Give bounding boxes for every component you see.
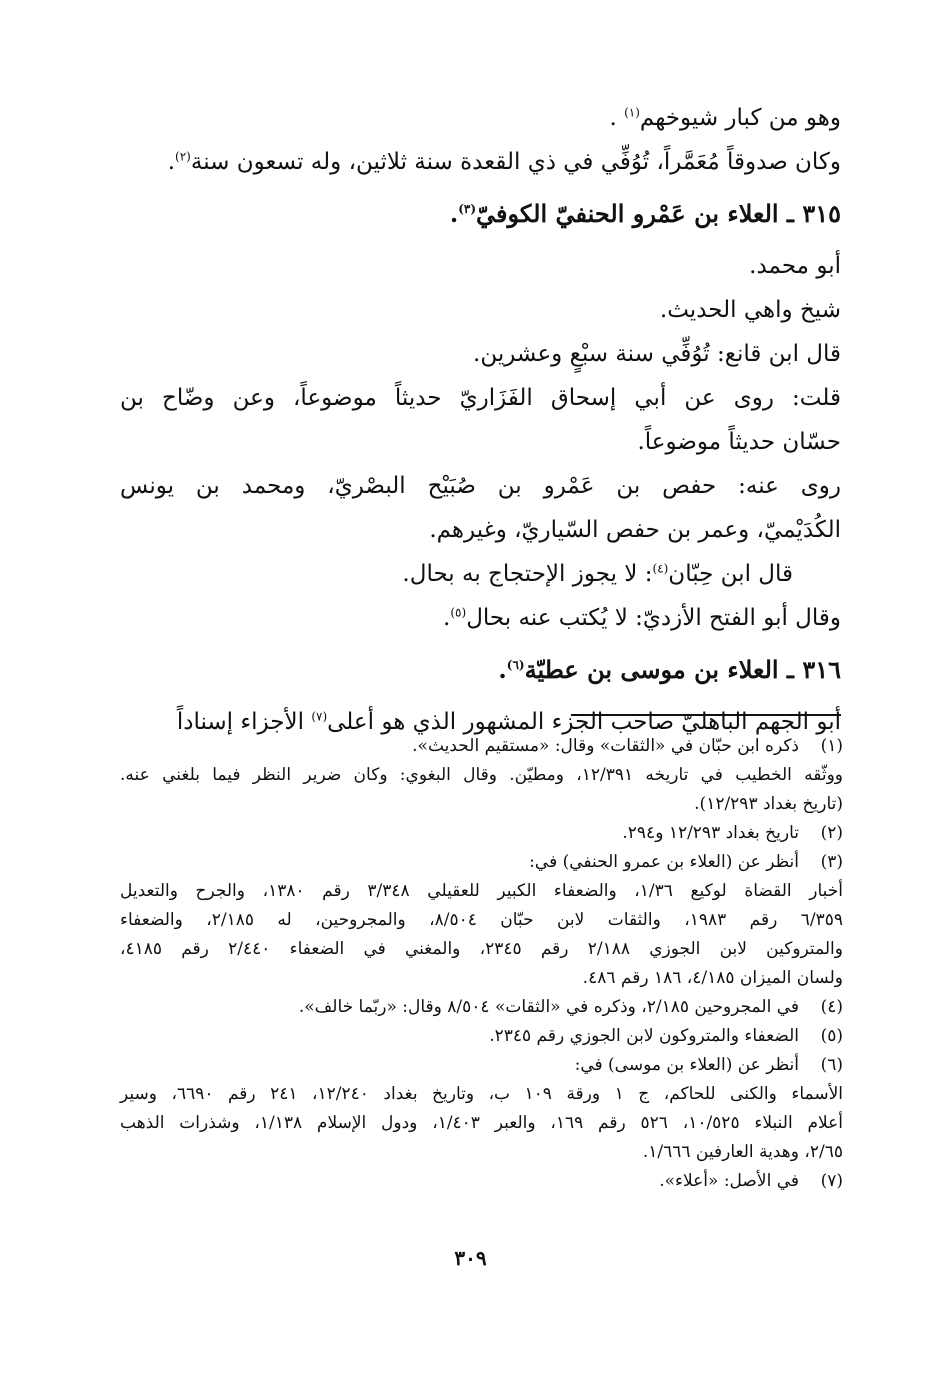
footnote-text: الضعفاء والمتروكون لابن الجوزي رقم ٢٣٤٥. bbox=[489, 1026, 799, 1046]
footnote-number: (٧) bbox=[820, 1171, 843, 1191]
footnote-continuation bbox=[120, 1109, 843, 1138]
footnote-marker: (٢) bbox=[175, 149, 191, 164]
footnote-number: (٥) bbox=[820, 1026, 843, 1046]
footnote-text: ٦/٣٥٩ رقم ١٩٨٣، والثقات لابن حبّان ٨/٥٠٤، والمجروحين، له ٢/١٨٥، والضعفاء bbox=[120, 910, 843, 930]
footnote-continuation bbox=[120, 790, 843, 819]
footnote-text: ولسان الميزان ٤/١٨٥، ١٨٦ رقم ٤٨٦. bbox=[582, 968, 843, 988]
text-line: وهو من كبار شيوخهم$^{(١)}$ . bbox=[609, 105, 841, 131]
footnote-text: (تاريخ بغداد ١٢/٢٩٣). bbox=[694, 794, 843, 814]
main-text bbox=[120, 96, 841, 744]
text-line: وقال أبو الفتح الأزديّ: لا يُكتب عنه بحال$^{(٥)}$. bbox=[443, 605, 841, 631]
footnote-marker: (٥) bbox=[450, 605, 467, 620]
text-line: أبو الجهم الباهليّ صاحب الجزء المشهور الذي هو أعلى$^{(٧)}$ الأجزاء إسناداً bbox=[176, 709, 841, 735]
footnote-number: (٤) bbox=[820, 997, 843, 1017]
footnote-number: (٢) bbox=[820, 823, 843, 843]
footnote-number: (١) bbox=[820, 736, 843, 756]
footnote-continuation bbox=[120, 964, 843, 993]
footnote bbox=[120, 1051, 843, 1080]
footnote bbox=[120, 732, 843, 761]
footnote-text: أنظر عن (العلاء بن عمرو الحنفي) في: bbox=[529, 852, 799, 872]
text-line: وكان صدوقاً مُعَمَّراً، تُوُفِّي في ذي القعدة سنة ثلاثين، وله تسعون سنة$^{(٢)}$. bbox=[167, 149, 841, 175]
footnote bbox=[120, 1167, 843, 1196]
footnote-continuation bbox=[120, 906, 843, 935]
text-line: الكُدَيْميّ، وعمر بن حفص السّياريّ، وغيرهم. bbox=[429, 517, 841, 543]
footnote-text: ووثّقه الخطيب في تاريخه ١٢/٣٩١، ومطيّن. وقال البغوي: وكان ضرير النظر فيما بلغني عنه. bbox=[120, 765, 843, 785]
footnote-text: تاريخ بغداد ١٢/٢٩٣ و٢٩٤. bbox=[622, 823, 799, 843]
footnote-marker: (٧) bbox=[311, 709, 328, 724]
footnote-text: في المجروحين ٢/١٨٥، وذكره في «الثقات» ٨/٥٠٤ وقال: «ربّما خالف». bbox=[298, 997, 799, 1017]
footnote-divider bbox=[571, 714, 841, 716]
footnote-continuation bbox=[120, 1080, 843, 1109]
text-line: قلت: روى عن أبي إسحاق الفَزَاريّ حديثاً موضوعاً، وعن وضّاح بن bbox=[120, 385, 841, 411]
footnote-marker: (٣) bbox=[458, 202, 477, 216]
footnote-marker: (٦) bbox=[506, 658, 525, 672]
footnote bbox=[120, 848, 843, 877]
footnote-text: والمتروكين لابن الجوزي ٢/١٨٨ رقم ٢٣٤٥، والمغني في الضعفاء ٢/٤٤٠ رقم ٤١٨٥، bbox=[120, 939, 843, 959]
entry-heading: ٣١٥ ـ العلاء بن عَمْرو الحنفيّ الكوفيّ$^{(٣)}$. bbox=[449, 199, 841, 228]
footnote-continuation bbox=[120, 877, 843, 906]
footnote-text: الأسماء والكنى للحاكم، ج ١ ورقة ١٠٩ ب، وتاريخ بغداد ١٢/٢٤٠، ٢٤١ رقم ٦٦٩٠، وسير bbox=[120, 1084, 844, 1104]
text-line: قال ابن قانع: تُوُفِّي سنة سبْعٍ وعشرين. bbox=[473, 341, 841, 367]
footnote-marker: (٤) bbox=[652, 561, 669, 576]
footnote-marker: (١) bbox=[624, 105, 640, 120]
text-line: أبو محمد. bbox=[749, 253, 841, 279]
footnote-continuation bbox=[120, 1138, 843, 1167]
footnote-text: في الأصل: «أعلاء». bbox=[659, 1171, 799, 1191]
footnote bbox=[120, 819, 843, 848]
footnote-text: أخبار القضاة لوكيع ١/٣٦، والضعفاء الكبير للعقيلي ٣/٣٤٨ رقم ١٣٨٠، والجرح والتعديل bbox=[120, 881, 843, 901]
text-line: شيخ واهي الحديث. bbox=[659, 297, 841, 323]
page-number: ٣٠٩ bbox=[454, 1246, 487, 1270]
footnote-continuation bbox=[120, 935, 843, 964]
text-line: روى عنه: حفص بن عَمْرو بن صُبَيْح البصْريّ، ومحمد بن يونس bbox=[120, 473, 841, 499]
text-line: حسّان حديثاً موضوعاً. bbox=[637, 429, 841, 455]
footnote-text: ذكره ابن حبّان في «الثقات» وقال: «مستقيم الحديث». bbox=[412, 736, 799, 756]
footnote bbox=[120, 1022, 843, 1051]
footnote-text: أنظر عن (العلاء بن موسى) في: bbox=[574, 1055, 799, 1075]
entry-heading: ٣١٦ ـ العلاء بن موسى بن عطيّة$^{(٦)}$. bbox=[498, 655, 841, 684]
footnote-text: ٢/٦٥، وهدية العارفين ١/٦٦٦. bbox=[642, 1142, 843, 1162]
text-line: قال ابن حِبّان$^{(٤)}$: لا يجوز الإحتجاج به بحال. bbox=[402, 561, 793, 587]
footnote-number: (٣) bbox=[820, 852, 843, 872]
footnote-continuation bbox=[120, 761, 843, 790]
footnotes bbox=[120, 732, 843, 1196]
footnote bbox=[120, 993, 843, 1022]
footnote-number: (٦) bbox=[820, 1055, 843, 1075]
footnote-text: أعلام النبلاء ١٠/٥٢٥، ٥٢٦ رقم ١٦٩، والعبر ١/٤٠٣، ودول الإسلام ١/١٣٨، وشذرات الذهب bbox=[120, 1113, 843, 1133]
